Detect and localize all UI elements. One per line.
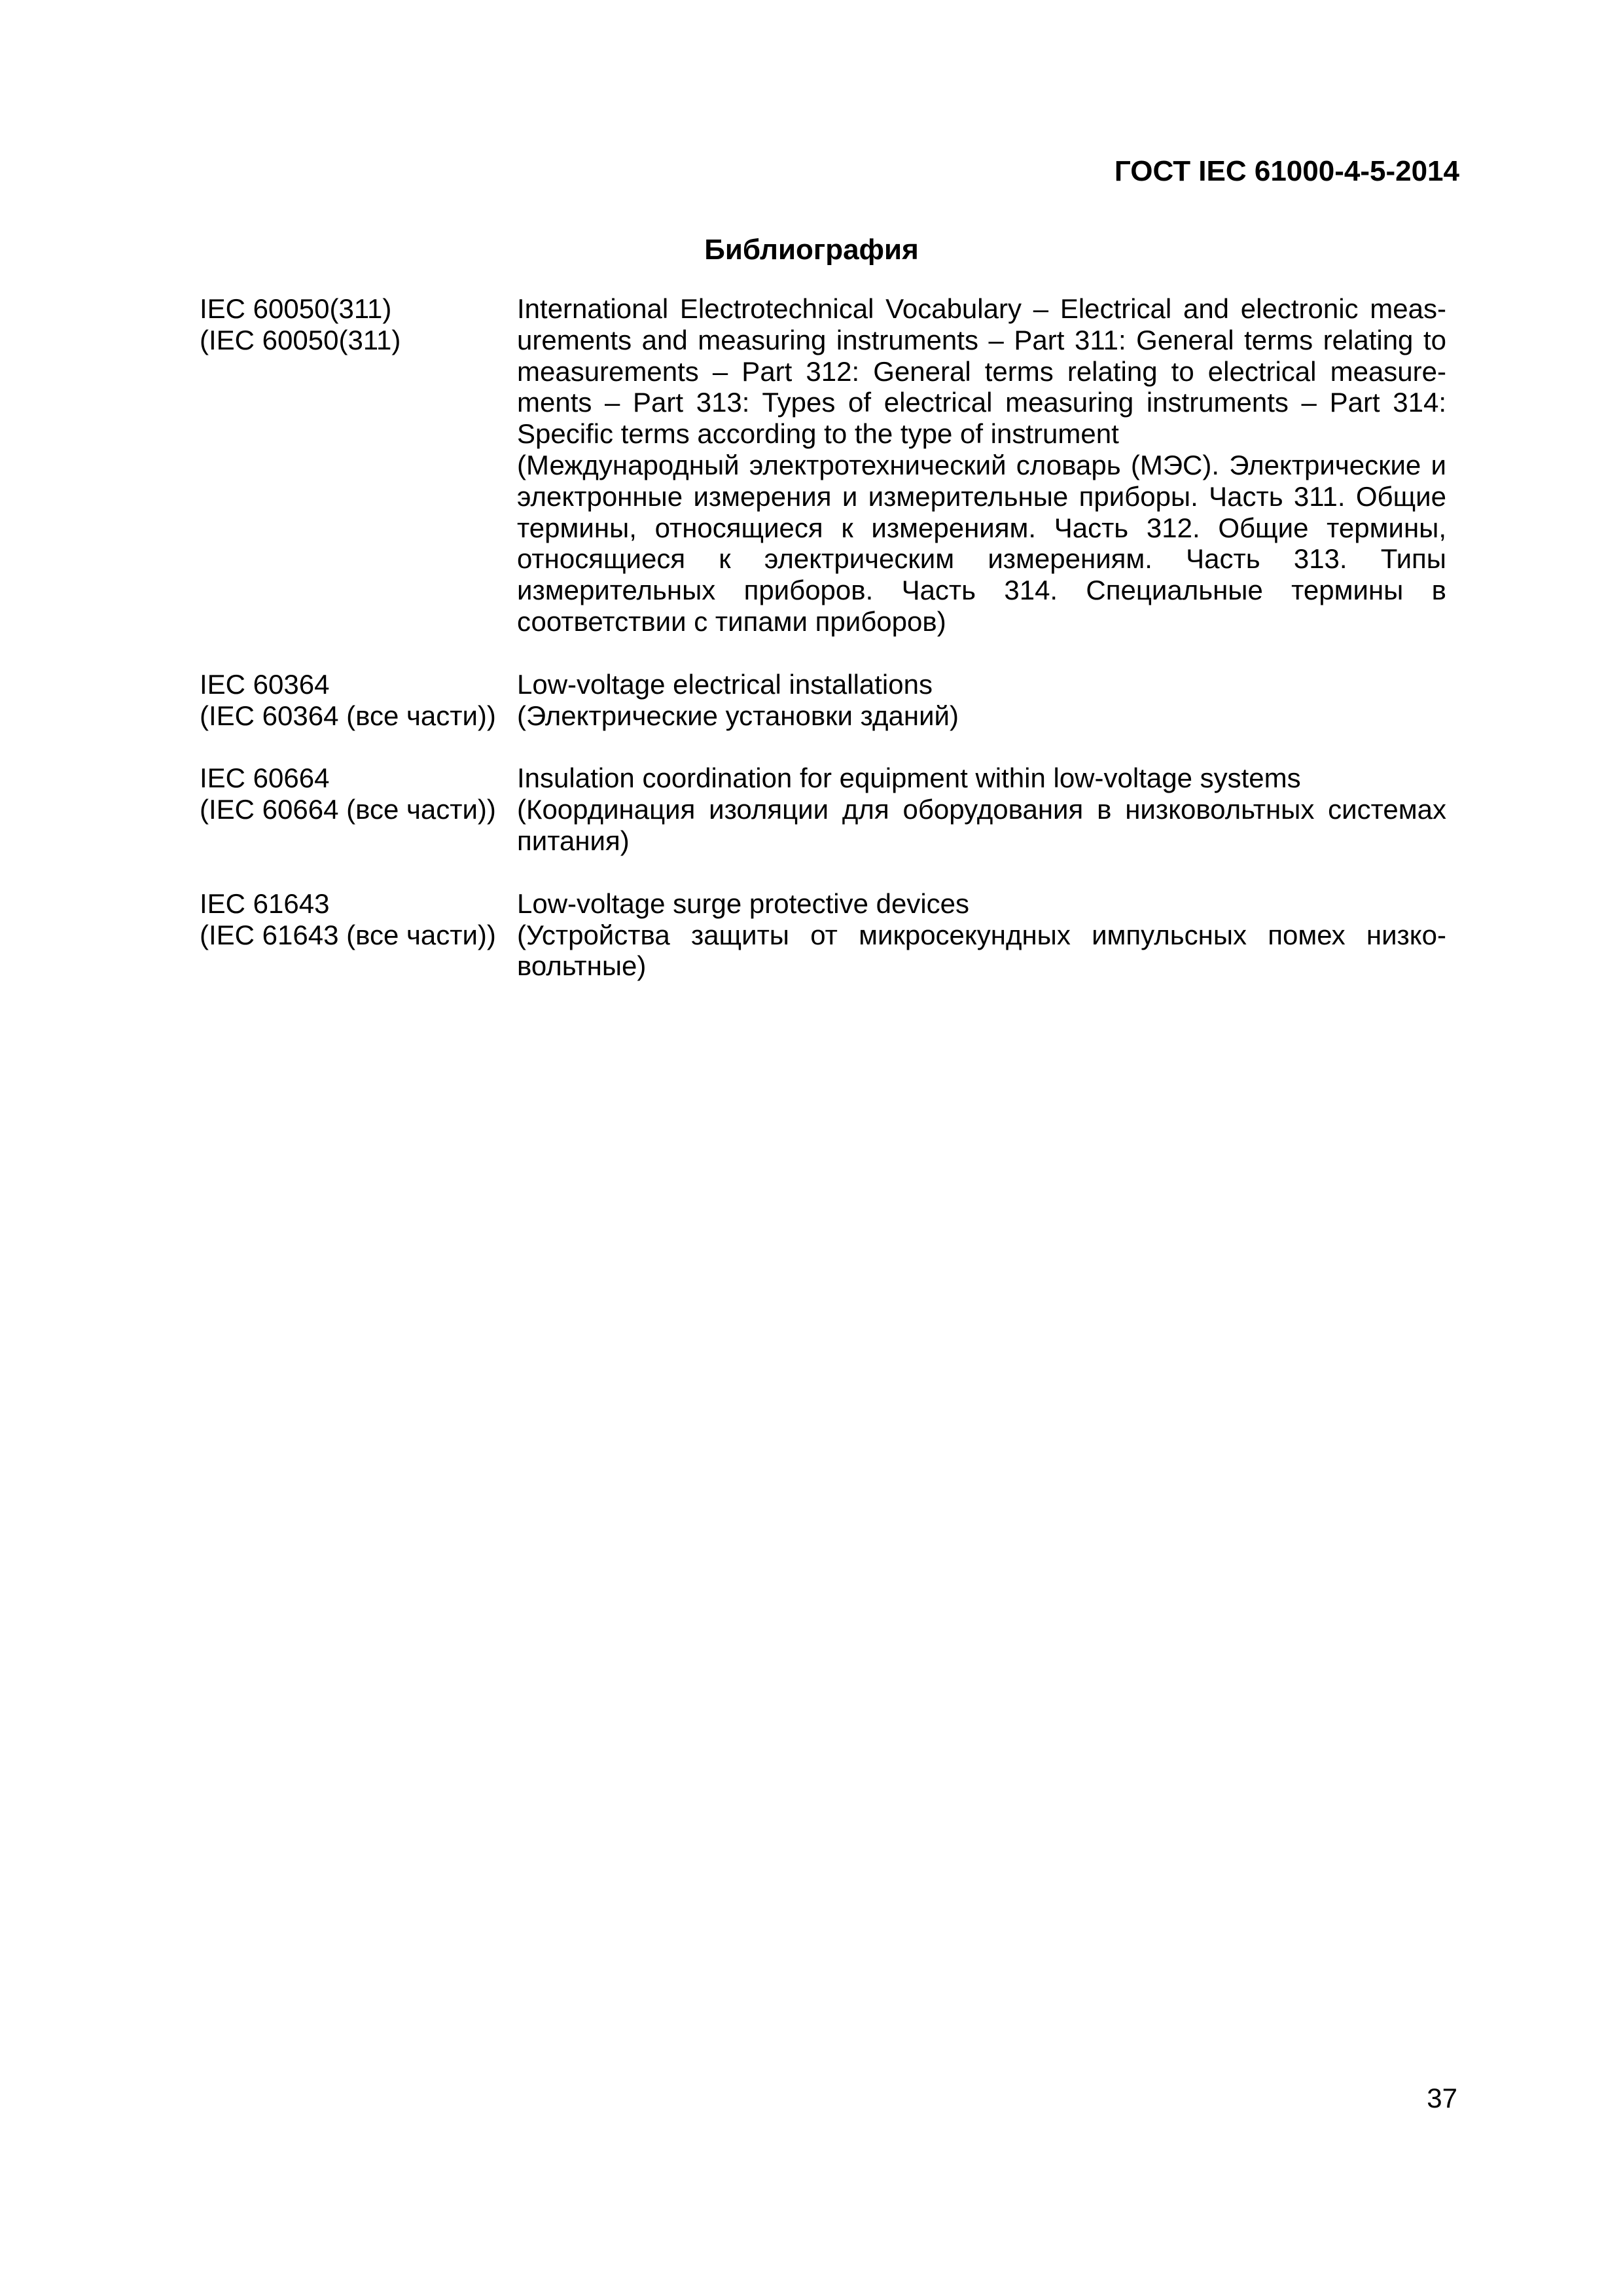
bibliography-entry [200, 762, 1446, 856]
description-column [517, 762, 1446, 856]
reference-id-ru: (IEC 60050(311) [200, 324, 401, 355]
title-english: Insulation coordination for equipment within low-voltage systems [517, 762, 1301, 794]
title-english: Low-voltage electrical installations [517, 668, 933, 700]
bibliography-list [200, 293, 1446, 1013]
title-russian: (Координация изоляции для оборудования в низковольтных системах питания) [517, 794, 1446, 856]
reference-column [200, 888, 517, 982]
title-english: Low-voltage surge protective devices [517, 888, 970, 919]
section-title: Библиография [704, 234, 919, 266]
description-column [517, 669, 1446, 732]
reference-column [200, 293, 517, 637]
title-russian: (Устройства защиты от микросекундных импульсных помех низковольтные) [517, 919, 1446, 982]
description-column [517, 888, 1446, 982]
bibliography-entry [200, 669, 1446, 732]
title-russian: (Международный электротехнический словарь (МЭС). Электрические и электронные измерения и измерительные приборы. Часть 311. Общие термины, относящиеся к измерениям. Часть 312. Общие термины, относящиеся к электрическим измерениям. Часть 313. Типы измерительных приборов. Часть 314. Специальные термины в соответствии с типами приборов) [517, 449, 1446, 637]
reference-id-ru: (IEC 60364 (все части)) [200, 700, 496, 731]
description-column [517, 293, 1446, 637]
bibliography-entry [200, 888, 1446, 982]
reference-id-ru: (IEC 60664 (все части)) [200, 794, 496, 825]
reference-id: IEC 61643 [200, 888, 330, 919]
reference-column [200, 762, 517, 856]
reference-id: IEC 60364 [200, 668, 330, 700]
reference-id: IEC 60050(311) [200, 293, 392, 324]
title-russian: (Электрические установки зданий) [517, 700, 959, 731]
reference-id: IEC 60664 [200, 762, 330, 794]
title-english: International Electrotechnical Vocabulary – Electrical and electronic measurements and measuring instruments – Part 311: General terms relating to measurements – Part 312: General terms relating to electrical measurements – Part 313: Types of electrical measuring instruments – Part 314: Specific terms according to the type of instrument [517, 293, 1446, 450]
page-number: 37 [1427, 2083, 1457, 2113]
document-code: ГОСТ IEC 61000-4-5-2014 [1114, 155, 1459, 187]
bibliography-entry [200, 293, 1446, 637]
reference-column [200, 669, 517, 732]
reference-id-ru: (IEC 61643 (все части)) [200, 919, 496, 950]
